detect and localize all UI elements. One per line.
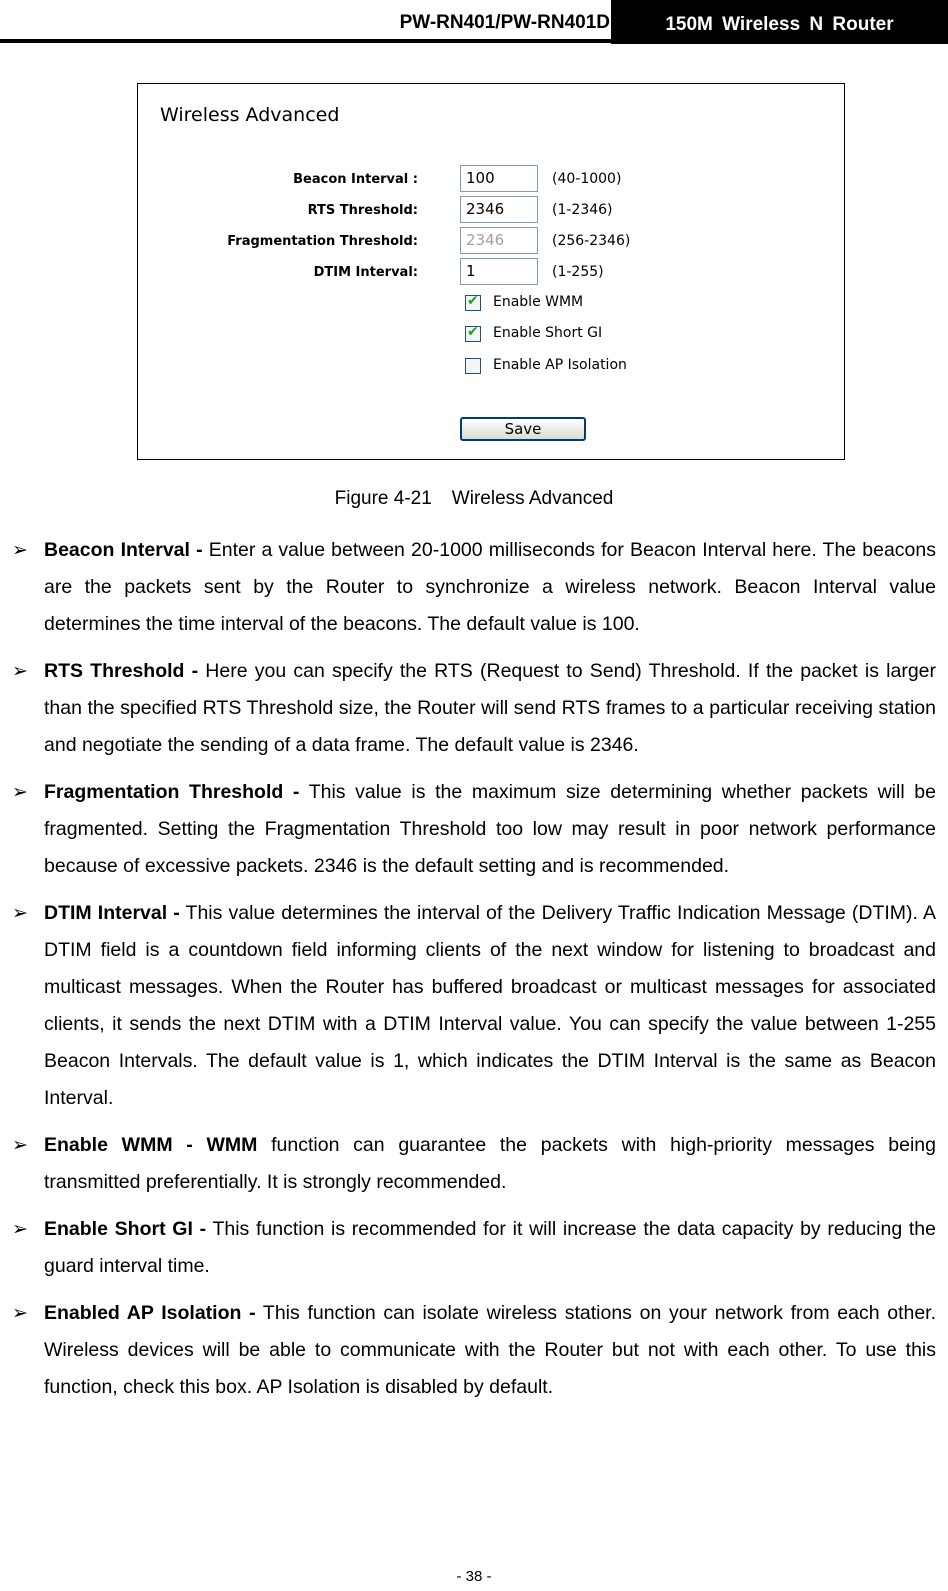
checkmark-icon: ✔	[467, 324, 479, 340]
enable-wmm-label: Enable WMM	[493, 294, 584, 310]
bullet-paragraph	[44, 1127, 936, 1201]
arrow-bullet-icon: ➢	[12, 1219, 28, 1240]
enable-ap-isolation-checkbox[interactable]	[465, 358, 481, 374]
list-item	[0, 1127, 948, 1201]
arrow-bullet-icon: ➢	[12, 540, 28, 561]
manual-model-name: PW-RN401/PW-RN401D	[399, 12, 610, 33]
arrow-bullet-icon: ➢	[12, 782, 28, 803]
bullet-text: This function is recommended for it will increase the data capacity by reducing the guard interval time.	[44, 1218, 936, 1277]
page-number: - 38 -	[456, 1568, 492, 1585]
list-item	[0, 653, 948, 764]
header-rule	[0, 39, 948, 43]
list-item	[0, 895, 948, 1117]
list-item	[0, 532, 948, 643]
bullet-term: RTS Threshold -	[44, 660, 199, 682]
enable-short-gi-checkbox[interactable]	[465, 326, 481, 342]
dtim-interval-row	[138, 258, 838, 288]
rts-threshold-range: (1-2346)	[552, 202, 613, 218]
figure-caption-title: Wireless Advanced	[451, 488, 614, 509]
bullet-text: This value determines the interval of the Delivery Traffic Indication Message (DTIM). A DTIM field is a countdown field informing clients of the next window for listening to broadcast and multicast messages. When the Router has buffered broadcast or multicast messages for associated clients, it sends the next DTIM with a DTIM Interval value. You can specify the value between 1-255 Beacon Intervals. The default value is 1, which indicates the DTIM Interval is the same as Beacon Interval.	[44, 902, 936, 1109]
rts-threshold-row	[138, 196, 838, 226]
figure-caption	[0, 488, 948, 510]
list-item	[0, 1211, 948, 1285]
rts-threshold-label: RTS Threshold:	[307, 203, 418, 218]
bullet-paragraph	[44, 1295, 936, 1406]
fragmentation-threshold-row	[138, 227, 838, 257]
checkmark-icon: ✔	[467, 293, 479, 309]
beacon-interval-input[interactable]: 100	[460, 165, 538, 192]
settings-description-list	[0, 532, 948, 1416]
bullet-paragraph	[44, 532, 936, 643]
bullet-paragraph	[44, 774, 936, 885]
bullet-paragraph	[44, 653, 936, 764]
beacon-interval-range: (40-1000)	[552, 171, 622, 187]
list-item	[0, 774, 948, 885]
bullet-term: Fragmentation Threshold -	[44, 781, 300, 803]
bullet-paragraph	[44, 895, 936, 1117]
panel-title: Wireless Advanced	[160, 104, 340, 126]
dtim-interval-input[interactable]: 1	[460, 258, 538, 285]
bullet-text: function can guarantee the packets with high-priority messages being transmitted preferentially. It is strongly recommended.	[44, 1134, 936, 1193]
bullet-paragraph	[44, 1211, 936, 1285]
enable-short-gi-label: Enable Short GI	[493, 325, 603, 341]
bullet-term: Beacon Interval -	[44, 539, 203, 561]
arrow-bullet-icon: ➢	[12, 903, 28, 924]
dtim-interval-range: (1-255)	[552, 264, 604, 280]
save-button[interactable]: Save	[460, 417, 586, 441]
arrow-bullet-icon: ➢	[12, 661, 28, 682]
rts-threshold-input[interactable]: 2346	[460, 196, 538, 223]
enable-ap-isolation-label: Enable AP Isolation	[493, 357, 627, 373]
bullet-text: Enter a value between 20-1000 milliseconds for Beacon Interval here. The beacons are the packets sent by the Router to synchronize a wireless network. Beacon Interval value determines the time interval of the beacons. The default value is 100.	[44, 539, 936, 635]
fragmentation-threshold-input: 2346	[460, 227, 538, 254]
bullet-term: Enabled AP Isolation -	[44, 1302, 256, 1324]
bullet-text: This function can isolate wireless stations on your network from each other. Wireless devices will be able to communicate with the Router but not with each other. To use this function, check this box. AP Isolation is disabled by default.	[44, 1302, 937, 1398]
figure-number: Figure 4-21	[334, 488, 432, 509]
bullet-term: DTIM Interval -	[44, 902, 180, 924]
arrow-bullet-icon: ➢	[12, 1135, 28, 1156]
wireless-advanced-panel	[137, 83, 845, 460]
dtim-interval-label: DTIM Interval:	[313, 265, 418, 280]
bullet-text: This value is the maximum size determining whether packets will be fragmented. Setting the Fragmentation Threshold too low may result in poor network performance because of excessive packets. 2346 is the default setting and is recommended.	[44, 781, 936, 877]
product-name-tab: 150M Wireless N Router	[611, 0, 948, 44]
bullet-term: Enable Short GI -	[44, 1218, 207, 1240]
fragmentation-threshold-range: (256-2346)	[552, 233, 631, 249]
list-item	[0, 1295, 948, 1406]
arrow-bullet-icon: ➢	[12, 1303, 28, 1324]
beacon-interval-row	[138, 165, 838, 195]
enable-wmm-checkbox[interactable]	[465, 295, 481, 311]
fragmentation-threshold-label: Fragmentation Threshold:	[227, 234, 418, 249]
bullet-text: Here you can specify the RTS (Request to Send) Threshold. If the packet is larger than the specified RTS Threshold size, the Router will send RTS frames to a particular receiving station and negotiate the sending of a data frame. The default value is 2346.	[44, 660, 936, 756]
beacon-interval-label: Beacon Interval :	[293, 172, 418, 187]
bullet-term: Enable WMM - WMM	[44, 1134, 258, 1156]
